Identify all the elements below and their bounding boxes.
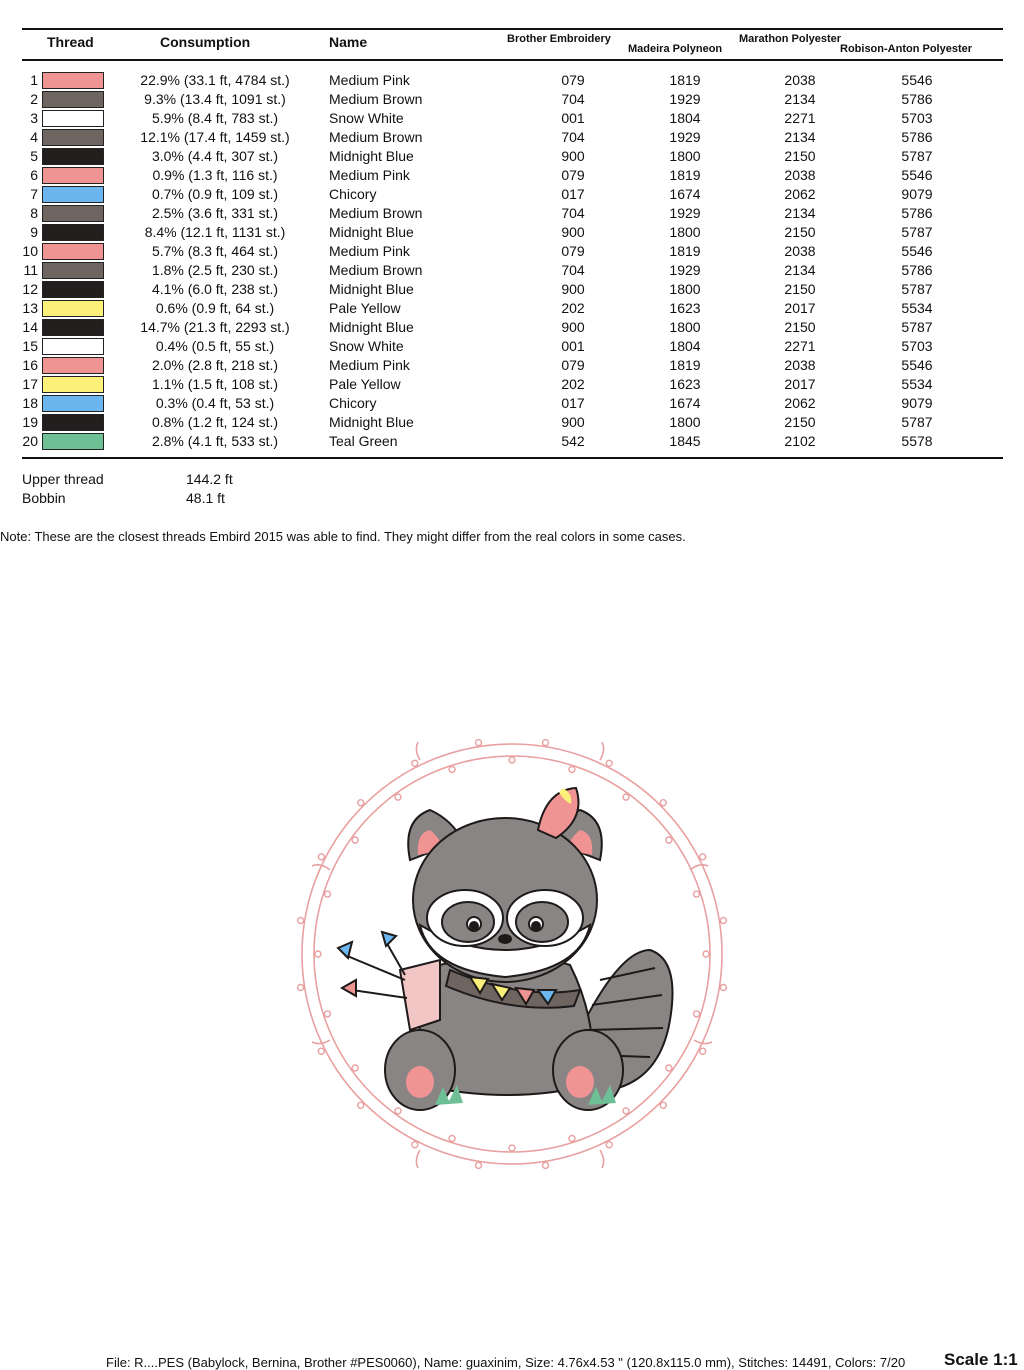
color-swatch — [42, 91, 104, 108]
file-info: File: R....PES (Babylock, Bernina, Brother #PES0060), Name: guaxinim, Size: 4.76x4.53 " (120.8x115.0 mm), Stitches: 14491, Colors: 7/20 — [106, 1355, 906, 1370]
brother-code: 017 — [561, 395, 585, 411]
thread-consumption: 2.0% (2.8 ft, 218 st.) — [151, 357, 279, 373]
color-swatch — [42, 262, 104, 279]
thread-row — [0, 90, 1024, 109]
thread-row — [0, 432, 1024, 451]
madeira-code: 1845 — [669, 433, 701, 449]
madeira-code: 1804 — [669, 338, 701, 354]
thread-consumption: 9.3% (13.4 ft, 1091 st.) — [144, 91, 286, 107]
brother-code: 704 — [561, 205, 585, 221]
thread-name: Medium Brown — [329, 205, 423, 221]
brother-code: 900 — [561, 281, 585, 297]
brother-code: 017 — [561, 186, 585, 202]
marathon-code: 2038 — [784, 243, 816, 259]
madeira-code: 1800 — [669, 224, 701, 240]
thread-name: Snow White — [329, 338, 404, 354]
thread-row — [0, 337, 1024, 356]
wreath-bud — [315, 951, 321, 957]
thread-name: Chicory — [329, 395, 377, 411]
robison-code: 5787 — [901, 319, 933, 335]
wreath-bud — [395, 1108, 401, 1114]
madeira-code: 1819 — [669, 243, 701, 259]
header-thread: Thread — [47, 34, 94, 50]
thread-consumption: 2.5% (3.6 ft, 331 st.) — [151, 205, 279, 221]
brother-code: 202 — [561, 300, 585, 316]
thread-number: 11 — [23, 262, 38, 278]
marathon-code: 2062 — [784, 186, 816, 202]
robison-code: 5787 — [901, 148, 933, 164]
nose — [499, 935, 511, 943]
thread-row — [0, 166, 1024, 185]
wreath-bud — [660, 800, 666, 806]
thread-name: Medium Pink — [329, 72, 410, 88]
thread-name: Midnight Blue — [329, 224, 414, 240]
wreath-bud — [623, 794, 629, 800]
thread-row — [0, 356, 1024, 375]
raccoon — [338, 788, 673, 1110]
thread-name: Medium Pink — [329, 243, 410, 259]
color-swatch — [42, 433, 104, 450]
quiver — [400, 960, 440, 1030]
marathon-code: 2134 — [784, 262, 816, 278]
thread-number: 1 — [30, 72, 38, 88]
thread-number: 6 — [30, 167, 38, 183]
thread-name: Medium Brown — [329, 262, 423, 278]
upper-thread-label: Upper thread — [22, 471, 104, 487]
robison-code: 5787 — [901, 281, 933, 297]
wreath-bud — [700, 1048, 706, 1054]
thread-row — [0, 394, 1024, 413]
thread-row — [0, 185, 1024, 204]
marathon-code: 2134 — [784, 205, 816, 221]
thread-number: 17 — [22, 376, 38, 392]
marathon-code: 2038 — [784, 167, 816, 183]
thread-row — [0, 413, 1024, 432]
color-swatch — [42, 167, 104, 184]
wreath-bud — [352, 1065, 358, 1071]
wreath-bud — [569, 1136, 575, 1142]
wreath-bud — [623, 1108, 629, 1114]
marathon-code: 2038 — [784, 357, 816, 373]
wreath-bud — [666, 1065, 672, 1071]
thread-consumption: 0.8% (1.2 ft, 124 st.) — [151, 414, 279, 430]
thread-name: Medium Brown — [329, 129, 423, 145]
thread-consumption: 5.9% (8.4 ft, 783 st.) — [151, 110, 279, 126]
madeira-code: 1819 — [669, 72, 701, 88]
robison-code: 5534 — [901, 300, 933, 316]
brother-code: 079 — [561, 72, 585, 88]
color-swatch — [42, 300, 104, 317]
robison-code: 5703 — [901, 110, 933, 126]
color-swatch — [42, 72, 104, 89]
thread-number: 3 — [30, 110, 38, 126]
madeira-code: 1819 — [669, 167, 701, 183]
thread-name: Teal Green — [329, 433, 398, 449]
wreath-bud — [660, 1102, 666, 1108]
madeira-code: 1674 — [669, 395, 701, 411]
madeira-code: 1929 — [669, 205, 701, 221]
color-swatch — [42, 205, 104, 222]
marathon-code: 2062 — [784, 395, 816, 411]
marathon-code: 2017 — [784, 376, 816, 392]
wreath-bud — [720, 918, 726, 924]
color-swatch — [42, 224, 104, 241]
thread-number: 12 — [22, 281, 38, 297]
color-swatch — [42, 110, 104, 127]
marathon-code: 2017 — [784, 300, 816, 316]
thread-number: 4 — [30, 129, 38, 145]
marathon-code: 2150 — [784, 224, 816, 240]
thread-row — [0, 128, 1024, 147]
brother-code: 079 — [561, 167, 585, 183]
marathon-code: 2038 — [784, 72, 816, 88]
thread-number: 9 — [30, 224, 38, 240]
madeira-code: 1929 — [669, 129, 701, 145]
wreath-bud — [318, 1048, 324, 1054]
brother-code: 202 — [561, 376, 585, 392]
marathon-code: 2150 — [784, 281, 816, 297]
marathon-code: 2150 — [784, 414, 816, 430]
thread-row — [0, 109, 1024, 128]
thread-row — [0, 71, 1024, 90]
header-madeira: Madeira Polyneon — [628, 43, 723, 55]
table-top-rule — [22, 28, 1003, 30]
brother-code: 542 — [561, 433, 585, 449]
thread-consumption: 8.4% (12.1 ft, 1131 st.) — [144, 224, 286, 240]
robison-code: 9079 — [901, 186, 933, 202]
thread-number: 2 — [30, 91, 38, 107]
madeira-code: 1819 — [669, 357, 701, 373]
wreath-bud — [694, 891, 700, 897]
thread-consumption: 1.1% (1.5 ft, 108 st.) — [151, 376, 279, 392]
robison-code: 5787 — [901, 224, 933, 240]
wreath-bud — [325, 891, 331, 897]
wreath-bud — [569, 767, 575, 773]
thread-number: 15 — [22, 338, 38, 354]
wreath-bud — [694, 1011, 700, 1017]
wreath-bud — [509, 757, 515, 763]
thread-name: Midnight Blue — [329, 319, 414, 335]
thread-row — [0, 223, 1024, 242]
color-swatch — [42, 395, 104, 412]
robison-code: 5546 — [901, 357, 933, 373]
thread-name: Pale Yellow — [329, 300, 401, 316]
thread-name: Midnight Blue — [329, 281, 414, 297]
thread-number: 16 — [22, 357, 38, 373]
thread-consumption: 3.0% (4.4 ft, 307 st.) — [151, 148, 279, 164]
thread-row — [0, 242, 1024, 261]
robison-code: 5786 — [901, 129, 933, 145]
wreath-bud — [298, 985, 304, 991]
robison-code: 5546 — [901, 167, 933, 183]
brother-code: 079 — [561, 357, 585, 373]
robison-code: 5786 — [901, 262, 933, 278]
wreath-bud — [298, 918, 304, 924]
wreath-bud — [476, 740, 482, 746]
madeira-code: 1804 — [669, 110, 701, 126]
thread-consumption: 0.9% (1.3 ft, 116 st.) — [152, 167, 278, 183]
color-swatch — [42, 129, 104, 146]
color-swatch — [42, 186, 104, 203]
header-consumption: Consumption — [160, 34, 251, 50]
brother-code: 001 — [561, 110, 585, 126]
thread-name: Snow White — [329, 110, 404, 126]
wreath-bud — [395, 794, 401, 800]
thread-row — [0, 280, 1024, 299]
robison-code: 5786 — [901, 205, 933, 221]
thread-number: 10 — [22, 243, 38, 259]
color-swatch — [42, 376, 104, 393]
marathon-code: 2271 — [784, 338, 816, 354]
thread-consumption: 14.7% (21.3 ft, 2293 st.) — [140, 319, 290, 335]
thread-row — [0, 204, 1024, 223]
thread-consumption: 1.8% (2.5 ft, 230 st.) — [151, 262, 279, 278]
thread-number: 20 — [22, 433, 38, 449]
thread-row — [0, 147, 1024, 166]
thread-consumption: 0.4% (0.5 ft, 55 st.) — [155, 338, 275, 354]
wreath-bud — [666, 837, 672, 843]
marathon-code: 2134 — [784, 91, 816, 107]
header-robison: Robison-Anton Polyester — [840, 43, 973, 55]
color-swatch — [42, 243, 104, 260]
brother-code: 001 — [561, 338, 585, 354]
color-swatch — [42, 281, 104, 298]
wreath-bud — [720, 985, 726, 991]
marathon-code: 2150 — [784, 319, 816, 335]
brother-code: 900 — [561, 224, 585, 240]
wreath-bud — [358, 800, 364, 806]
madeira-code: 1674 — [669, 186, 701, 202]
thread-number: 14 — [22, 319, 38, 335]
robison-code: 5546 — [901, 72, 933, 88]
robison-code: 5786 — [901, 91, 933, 107]
thread-consumption: 0.7% (0.9 ft, 109 st.) — [151, 186, 279, 202]
madeira-code: 1929 — [669, 262, 701, 278]
robison-code: 5787 — [901, 414, 933, 430]
madeira-code: 1623 — [669, 376, 701, 392]
thread-consumption: 0.6% (0.9 ft, 64 st.) — [155, 300, 275, 316]
bobbin-label: Bobbin — [22, 490, 66, 506]
thread-consumption: 12.1% (17.4 ft, 1459 st.) — [140, 129, 290, 145]
color-swatch — [42, 319, 104, 336]
header-brother: Brother Embroidery — [507, 33, 611, 45]
thread-name: Medium Pink — [329, 167, 410, 183]
thread-row — [0, 299, 1024, 318]
madeira-code: 1800 — [669, 281, 701, 297]
wreath-bud — [606, 760, 612, 766]
thread-consumption: 4.1% (6.0 ft, 238 st.) — [151, 281, 279, 297]
marathon-code: 2150 — [784, 148, 816, 164]
thread-number: 5 — [30, 148, 38, 164]
thread-name: Midnight Blue — [329, 414, 414, 430]
thread-row — [0, 375, 1024, 394]
thread-name: Pale Yellow — [329, 376, 401, 392]
note-text: Note: These are the closest threads Embird 2015 was able to find. They might differ from the real colors in some cases. — [0, 529, 686, 544]
robison-code: 5703 — [901, 338, 933, 354]
brother-code: 900 — [561, 414, 585, 430]
wreath-bud — [476, 1162, 482, 1168]
table-bottom-rule — [22, 457, 1003, 459]
madeira-code: 1800 — [669, 148, 701, 164]
wreath-bud — [325, 1011, 331, 1017]
thread-number: 19 — [22, 414, 38, 430]
brother-code: 704 — [561, 129, 585, 145]
wreath-bud — [700, 854, 706, 860]
embroidery-preview — [270, 720, 750, 1180]
robison-code: 9079 — [901, 395, 933, 411]
robison-code: 5546 — [901, 243, 933, 259]
table-header-rule — [22, 59, 1003, 61]
wreath-bud — [412, 1142, 418, 1148]
thread-name: Medium Brown — [329, 91, 423, 107]
robison-code: 5578 — [901, 433, 933, 449]
madeira-code: 1800 — [669, 319, 701, 335]
scale-label: Scale 1:1 — [944, 1350, 1018, 1369]
thread-number: 13 — [22, 300, 38, 316]
brother-code: 704 — [561, 262, 585, 278]
wreath-bud — [352, 837, 358, 843]
wreath-bud — [412, 760, 418, 766]
madeira-code: 1929 — [669, 91, 701, 107]
wreath-bud — [358, 1102, 364, 1108]
thread-consumption: 22.9% (33.1 ft, 4784 st.) — [140, 72, 290, 88]
color-swatch — [42, 357, 104, 374]
color-swatch — [42, 414, 104, 431]
madeira-code: 1800 — [669, 414, 701, 430]
wreath-bud — [449, 767, 455, 773]
color-swatch — [42, 338, 104, 355]
header-marathon: Marathon Polyester — [739, 33, 842, 45]
thread-consumption: 0.3% (0.4 ft, 53 st.) — [155, 395, 275, 411]
wreath-bud — [318, 854, 324, 860]
robison-code: 5534 — [901, 376, 933, 392]
thread-number: 8 — [30, 205, 38, 221]
thread-name: Midnight Blue — [329, 148, 414, 164]
header-name: Name — [329, 34, 368, 50]
wreath-bud — [543, 740, 549, 746]
upper-thread-value: 144.2 ft — [186, 471, 233, 487]
wreath-bud — [606, 1142, 612, 1148]
thread-consumption: 5.7% (8.3 ft, 464 st.) — [151, 243, 279, 259]
thread-name: Chicory — [329, 186, 377, 202]
brother-code: 704 — [561, 91, 585, 107]
madeira-code: 1623 — [669, 300, 701, 316]
thread-row — [0, 318, 1024, 337]
brother-code: 079 — [561, 243, 585, 259]
color-swatch — [42, 148, 104, 165]
marathon-code: 2134 — [784, 129, 816, 145]
thread-number: 7 — [30, 186, 38, 202]
thread-name: Medium Pink — [329, 357, 410, 373]
bobbin-value: 48.1 ft — [186, 490, 225, 506]
thread-number: 18 — [22, 395, 38, 411]
thread-row — [0, 261, 1024, 280]
marathon-code: 2102 — [784, 433, 816, 449]
brother-code: 900 — [561, 319, 585, 335]
wreath-bud — [543, 1162, 549, 1168]
marathon-code: 2271 — [784, 110, 816, 126]
wreath-bud — [703, 951, 709, 957]
wreath-bud — [509, 1145, 515, 1151]
brother-code: 900 — [561, 148, 585, 164]
wreath-bud — [449, 1136, 455, 1142]
thread-consumption: 2.8% (4.1 ft, 533 st.) — [151, 433, 279, 449]
